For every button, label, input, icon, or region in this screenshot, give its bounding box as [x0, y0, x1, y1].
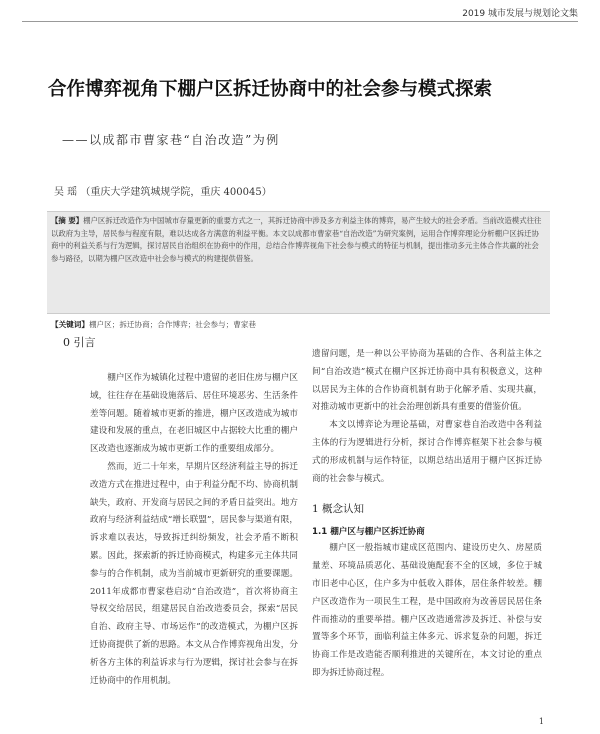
section-1-heading: 1 概念认知	[312, 503, 365, 516]
paper-subtitle: ——以成都市曹家巷“自治改造”为例	[62, 133, 280, 147]
intro-paragraph-4: 本文以博弈论为理论基础，对曹家巷自治改造中各利益主体的行为逻辑进行分析，探讨合作博弈框架下社会参与模式的形成机制与运作特征，以期总结出适用于棚户区拆迁协商的社会参与模式。	[312, 420, 542, 484]
running-header: 2019 城市发展与规划论文集	[462, 9, 578, 19]
paper-title: 合作博弈视角下棚户区拆迁协商中的社会参与模式探索	[48, 79, 493, 100]
section-1-1-heading: 1.1 棚户区与棚户区拆迁协商	[312, 527, 425, 538]
intro-paragraph-2: 然而，近二十年来，早期片区经济利益主导的拆迁改造方式在推进过程中，由于利益分配不均、协商机制缺失，政府、开发商与居民之间的矛盾日益突出。地方政府与经济利益结成“增长联盟”，居民参与渠道有限，诉求难以表达，导致拆迁纠纷频发，社会矛盾不断积累。因此，探索新的拆迁协商模式，构建多元主体共同参与的合作机制，成为当前城市更新研究的重要课题。2011年成都市曹家巷启动“自治改造”，首次将协商主导权交给居民，组建居民自治改造委员会，探索“居民自治、政府主导、市场运作”的改造模式，为棚户区拆迁协商提供了新的思路。本文从合作博弈视角出发，分析各方主体的利益诉求与行为逻辑，探讨社会参与在拆迁协商中的作用机制。	[90, 461, 298, 686]
abstract-box	[47, 211, 550, 314]
abstract-label: 【摘 要】	[51, 216, 84, 225]
intro-paragraph-1: 棚户区作为城镇化过程中遗留的老旧住房与棚户区域，往往存在基础设施落后、居住环境恶劣、生活条件差等问题。随着城市更新的推进，棚户区改造成为城市建设和发展的重点，在老旧城区中占据较大比重的棚户区改造也逐渐成为城市更新工作的重要组成部分。	[90, 373, 298, 455]
page-number: 1	[538, 717, 544, 726]
section-1-1-paragraph: 棚户区一般指城市建成区范围内、建设历史久、房屋质量差、环境品质恶化、基础设施配套不全的区域，多位于城市旧老中心区，住户多为中低收入群体，居住条件较差。棚户区改造作为一项民生工程，是中国政府为改善居民居住条件而推动的重要举措。棚户区改造通常涉及拆迁、补偿与安置等多个环节，面临利益主体多元、诉求复杂的问题，拆迁协商工作是改造能否顺利推进的关键所在，本文讨论的重点即为拆迁协商过程。	[312, 543, 542, 678]
header-rule	[22, 21, 578, 22]
keywords-label: 【关键词】	[51, 320, 89, 329]
author-line: 吴 瑶 （重庆大学建筑城规学院，重庆 400045）	[54, 187, 272, 198]
intro-paragraph-3: 遗留问题，是一种以公平协商为基础的合作、各利益主体之间“自治改造”模式在棚户区拆迁协商中具有积极意义，这种以居民为主体的合作协商机制有助于化解矛盾、实现共赢，对推动城市更新中的社会治理创新具有重要的借鉴价值。	[312, 349, 542, 413]
left-column	[90, 370, 298, 690]
intro-heading: 0 引言	[63, 336, 96, 349]
right-column	[312, 346, 542, 683]
keywords-text: 棚户区；拆迁协商；合作博弈；社会参与；曹家巷	[88, 320, 257, 329]
keywords-line	[51, 319, 551, 330]
abstract-text: 棚户区拆迁改造作为中国城市存量更新的重要方式之一，其拆迁协商中涉及多方利益主体的博弈，易产生较大的社会矛盾。当前改造模式往往以政府为主导，居民参与程度有限，难以达成各方满意的利益平衡。本文以成都市曹家巷“自治改造”为研究案例，运用合作博弈理论分析棚户区拆迁协商中的利益关系与行为逻辑，探讨居民自治组织在协商中的作用，总结合作博弈视角下社会参与模式的特征与机制，提出推动多元主体合作共赢的社会参与路径，以期为棚户区改造中社会参与模式的构建提供借鉴。	[51, 216, 542, 263]
